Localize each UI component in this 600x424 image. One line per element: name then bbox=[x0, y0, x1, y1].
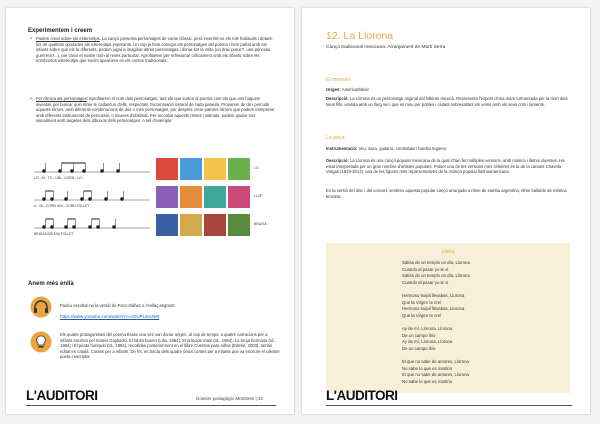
page-number: 42 bbox=[257, 396, 264, 401]
lyric-line: El que no sabe de amores, Llorona bbox=[402, 372, 469, 378]
lyric-line: Cuando al pasar yo te vi bbox=[402, 266, 449, 272]
bullet-2-body: : Aprofitarem el nom dels personatges, tant els que surten al poema com els que ens haguem inventat, per buscar quin ritme té cadascun d'ells, respectant l'accentuació natural de cada paraula. Provarem de dir i percudir aquests ritmes, amb diferents combinacions de dos o més personatges, per després crear patrons rítmics que podem interpretar amb diferents instruments de percussió, o marxes d'obstinat. Per recordar aquests ritmes i ostinats, podem ajudar-nos visualment amb targetes dels dibuixos dels personatges. A tall d'exemple: bbox=[36, 96, 275, 124]
rhythm-illustration bbox=[30, 154, 274, 244]
rhythm-label-1: LO - BI - TO - UNI - CORN - LO - bbox=[34, 176, 84, 180]
page-title: 12. La Llorona bbox=[326, 30, 394, 42]
rhythm-right-label-3: BRUIXA bbox=[254, 222, 267, 226]
desc2-label: Descripció: bbox=[326, 158, 349, 163]
final-paragraph: Els quatre protagonistes del poema Érase una vez van donar origen, al cap de temps, a quatre narracions per a infants escrites pel mateix Goytisolo, El lobito bueno (Lilia, 1984), El príncipe malo (Id., 1984), La bruja hermosa (Id., 1984) i El pirata honrado (Id., 1984), recollides posteriorment en el llibre Cuentos para niños (Edebé, 2003), també editat en català: Contes per a infants. De fet, es tracta dels quatre únics contes per a infants que va escriure el cèlebre poeta i escriptor. bbox=[60, 332, 280, 360]
lyric-line: Ay de mí, Llorona, Llorona bbox=[402, 326, 453, 331]
anem-heading: Anem més enllà bbox=[28, 281, 74, 287]
lyric-line: No sabe lo que es martirio bbox=[402, 365, 453, 371]
bullet-icon: • bbox=[30, 96, 32, 102]
desc1-label: Descripció: bbox=[326, 96, 349, 101]
origen-value: Amèrica/Mèxic bbox=[340, 87, 370, 92]
left-page bbox=[6, 8, 294, 414]
rhythm-notation bbox=[30, 154, 274, 244]
footer-text: Dossier pedagògic Monstres | 42 bbox=[196, 396, 264, 401]
lyric-line: Salías de un templo un día, Llorona bbox=[402, 273, 470, 279]
lyric-line: El que no sabe de amores, Llorona bbox=[402, 359, 469, 364]
footer-doc-title: Dossier pedagògic Monstres bbox=[196, 396, 255, 401]
bullet-2-title: Fer rítmica als personatges bbox=[36, 96, 87, 101]
desc2-paragraph bbox=[326, 158, 570, 175]
page-subtitle: Cançó tradicional mexicana. Arranjament de Martí Serra bbox=[326, 45, 446, 50]
desc2-value: La Llorona és una cançó popular mexicana de la qual s'han fet múltiples versions, amb música i lletres diverses. Ha estat interpretada per un gran nombre d'artistes populars. Potser una de les versions més cèlebres és la de la cantant Chavela Vargas (1919-2012), una de les figures més representatives de la música popular llatinoamericana. bbox=[326, 158, 565, 175]
rhythm-right-label-2: LLOP bbox=[254, 194, 263, 198]
lyric-line: Salías de un templo un día, Llorona bbox=[402, 260, 470, 265]
lyric-line: Hermoso huipil llevabas, Llorona bbox=[402, 293, 465, 298]
lyrics-title: Lletra bbox=[441, 249, 455, 255]
bullet-paragraph-2 bbox=[36, 96, 276, 124]
bullet-paragraph-1 bbox=[36, 36, 276, 64]
auditori-logo: L'AUDITORI bbox=[326, 388, 398, 403]
paco-text: Podeu escoltar-ne la versió de Paco Ibáñez a l'enllaç següent: bbox=[60, 303, 176, 308]
youtube-link[interactable]: https://www.youtube.com/watch?v=oOUPLtiecNI0 bbox=[60, 314, 160, 319]
section-heading: Experimentem i creem bbox=[28, 28, 93, 34]
lyric-line: Ay de mí, Llorona, Llorona bbox=[402, 339, 453, 345]
lyric-line: Cuando al pasar yo te vi bbox=[402, 279, 449, 285]
lyric-line: De un campo lirio bbox=[402, 332, 436, 338]
desc1-paragraph bbox=[326, 96, 570, 107]
section-monstre: El monstre bbox=[326, 77, 351, 83]
right-page bbox=[302, 8, 590, 414]
lyric-line: De un campo lirio bbox=[402, 345, 436, 351]
section-peca: La peça bbox=[326, 135, 345, 141]
origen-label: Origen: bbox=[326, 87, 341, 92]
instr-label: Instrumentació: bbox=[326, 146, 358, 151]
desc1-value: La Llorona és un personatge original del folklore mexicà. Representa l'esperit d'una mare turmentada per la mort dels seus fills, vestida amb un llarg vel i que es mou per pobles i ciutats sobresaltant els veïns amb els seus crits i laments. bbox=[326, 96, 568, 107]
rhythm-label-2: U - NI - CORN UNI - CORN FOLLET bbox=[34, 204, 90, 208]
rhythm-label-3: BRUIXA BRUIXA FOLLET bbox=[34, 232, 74, 236]
instr-value: Veu, saxo, guitarra, contrabaix i bombo legüero bbox=[357, 146, 447, 151]
headphones-icon bbox=[30, 296, 52, 318]
instr-line bbox=[326, 146, 570, 152]
bullet-1-body: : La cançó presenta personatges de conte clàssic, però invertint-ne els rols habituals i dotant-los de qualitats oposades als estereotips imperants. Un cop ja hem conegut els personatges del poema i hem parlat amb els infants sobre què els fa diferents, podem jugar a imaginar altres personatges i donar-los la volta (un drac poruc?, una princesa guerrera?...), per crear el nostre món al revés particular. Aprofitarem per reflexionar críticament amb els infants sobre els nombrosos estereotips que sovint apareixen en els contes tradicionals. bbox=[36, 36, 273, 64]
lyric-line: Hermoso huipil llevabas, Llorona bbox=[402, 306, 465, 312]
lyric-line: No sabe lo que es martirio bbox=[402, 378, 453, 384]
bullet-1-title: Podem crear sobre els estereotips bbox=[36, 36, 100, 41]
lyrics-box bbox=[326, 243, 570, 393]
origen-line bbox=[326, 87, 570, 93]
rhythm-right-label-1: LO bbox=[254, 166, 259, 170]
bullet-icon: • bbox=[30, 36, 32, 42]
lyric-line: Que la Virgen te creí bbox=[402, 299, 442, 305]
lyric-line: Que la Virgen te creí bbox=[402, 312, 442, 318]
zamba-paragraph: En la versió del disc i del concert, sentireu aquesta popular cançó arranjada a ritme de zamba argentina, ritme ballable de mètrica ternària. bbox=[326, 188, 567, 199]
lightbulb-icon bbox=[30, 331, 52, 353]
footer-divider bbox=[26, 405, 276, 406]
footer-divider bbox=[326, 405, 572, 406]
auditori-logo: L'AUDITORI bbox=[26, 388, 98, 403]
